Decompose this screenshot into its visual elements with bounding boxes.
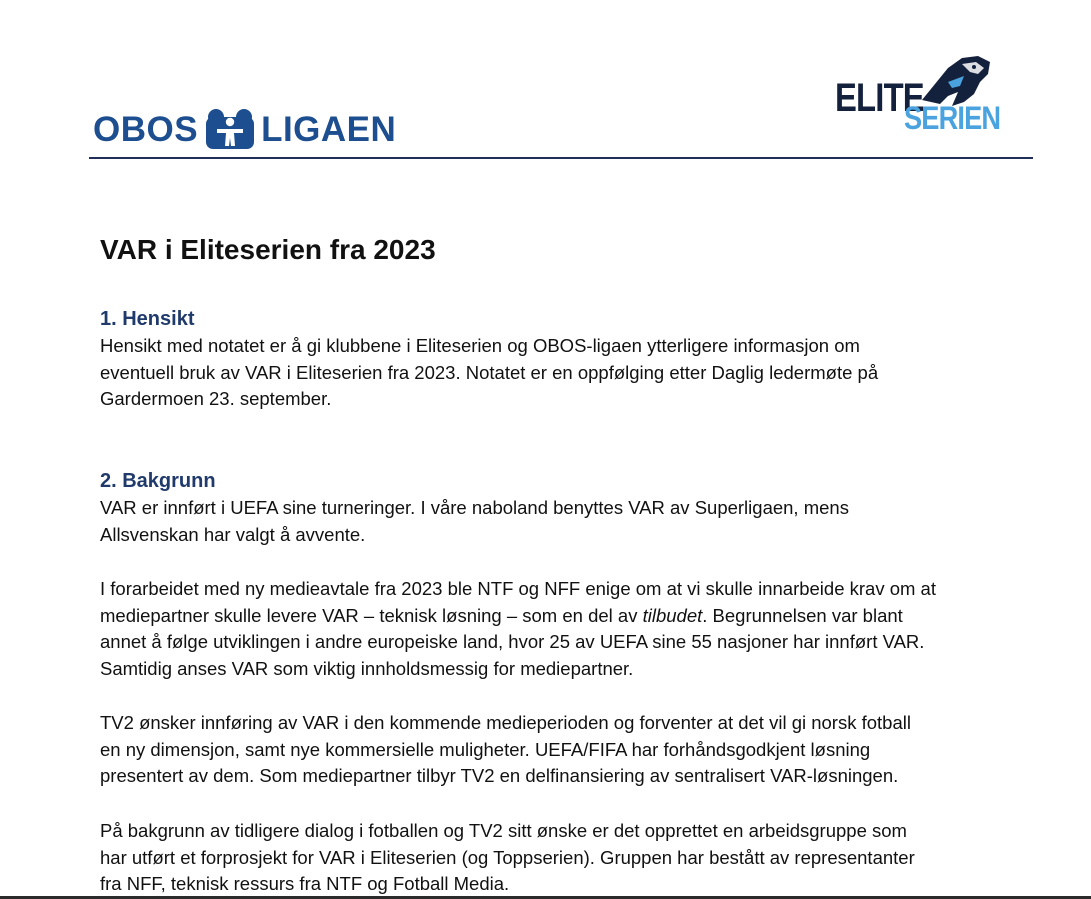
paragraph-line: Allsvenskan har valgt å avvente. — [100, 523, 366, 545]
paragraph-line: VAR er innført i UEFA sine turneringer. I våre naboland benyttes VAR av Superligaen, mens — [100, 497, 849, 518]
italic-word-tilbudet: tilbudet — [642, 604, 703, 626]
paragraph-line: I forarbeidet med ny medieavtale fra 2023 ble NTF og NFF enige om at vi skulle innarbeide krav om at — [100, 578, 936, 599]
paragraph-line: en ny dimensjon, samt nye kommersielle muligheter. UEFA/FIFA har forhåndsgodkjent løsning — [100, 738, 871, 760]
paragraph-line: Samtidig anses VAR som viktig innholdsmessig for mediepartner. — [100, 657, 634, 679]
paragraph-line — [100, 603, 1060, 630]
paragraph-line: Gardermoen 23. september. — [100, 388, 332, 409]
paragraph-line: Hensikt med notatet er å gi klubbene i Eliteserien og OBOS-ligaen ytterligere informasjon om — [100, 335, 860, 356]
paragraph-line: TV2 ønsker innføring av VAR i den kommende medieperioden og forventer at det vil gi norsk fotball — [100, 712, 911, 733]
paragraph-line: har utført et forprosjekt for VAR i Eliteserien (og Toppserien). Gruppen har bestått av representanter — [100, 846, 915, 868]
ligaen-logo-text: LIGAEN — [261, 109, 397, 149]
obos-logo-text: OBOS — [93, 109, 199, 149]
elite-logo-text: ELITE — [835, 76, 924, 120]
section-heading-bakgrunn: 2. Bakgrunn — [100, 470, 216, 492]
paragraph-tv2 — [100, 710, 1060, 790]
paragraph-line: presentert av dem. Som mediepartner tilbyr TV2 en delfinansiering av sentralisert VAR-løsningen. — [100, 765, 899, 786]
paragraph-line-start: mediepartner skulle levere VAR – teknisk løsning – som en del av — [100, 604, 638, 626]
figure-emblem-icon — [202, 107, 258, 151]
paragraph-line-end: . Begrunnelsen var blant — [702, 604, 903, 626]
paragraph-line: annet å følge utviklingen i andre europeiske land, hvor 25 av UEFA sine 55 nasjoner har innført VAR. — [100, 631, 925, 652]
section-heading-hensikt: 1. Hensikt — [100, 308, 195, 330]
paragraph-arbeidsgruppe — [100, 818, 1060, 898]
header-divider — [89, 157, 1033, 159]
paragraph-hensikt — [100, 333, 1060, 413]
serien-logo-text: SERIEN — [904, 100, 1001, 136]
eliteserien-logo — [832, 52, 1001, 136]
paragraph-medieavtale — [100, 576, 1060, 682]
obos-ligaen-logo — [93, 104, 396, 154]
paragraph-line: eventuell bruk av VAR i Eliteserien fra 2023. Notatet er en oppfølging etter Daglig ledermøte på — [100, 361, 879, 383]
paragraph-line: På bakgrunn av tidligere dialog i fotballen og TV2 sitt ønske er det opprettet en arbeidsgruppe som — [100, 820, 907, 841]
paragraph-line: fra NFF, teknisk ressurs fra NTF og Fotball Media. — [100, 873, 510, 894]
paragraph-var-uefa — [100, 495, 1060, 548]
document-title: VAR i Eliteserien fra 2023 — [100, 234, 436, 265]
